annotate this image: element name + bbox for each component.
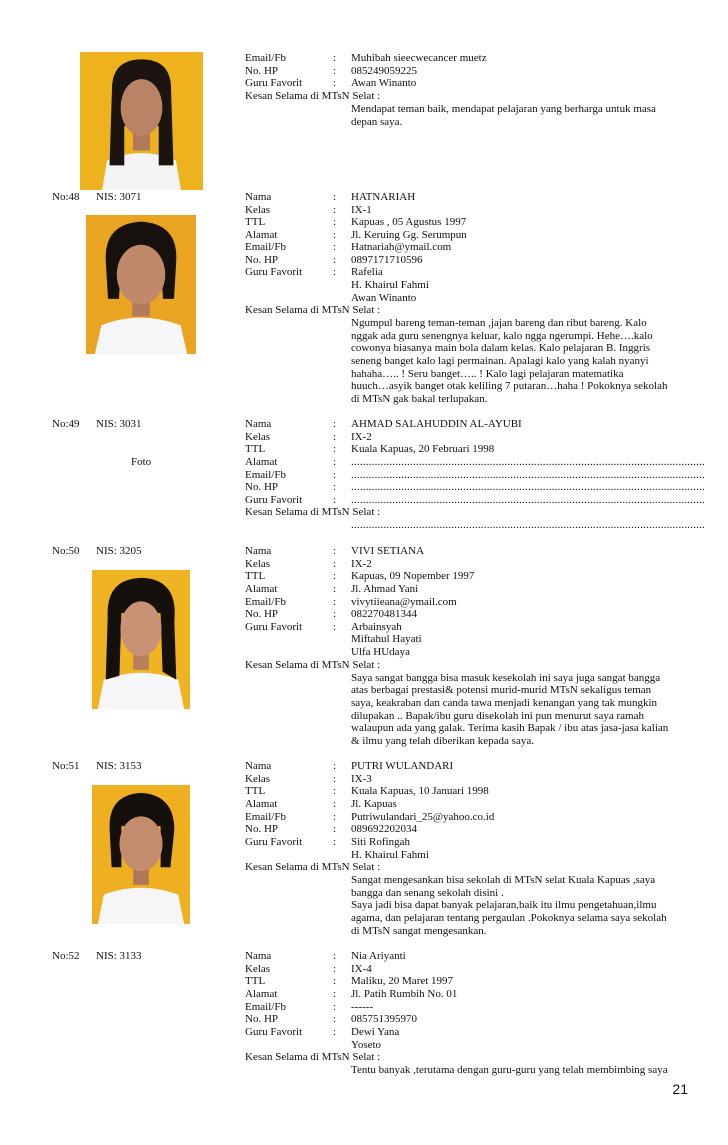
value-hp: 0897171710596 [351,254,423,266]
label-ttl: TTL [245,570,266,582]
value-ttl: Kuala Kapuas, 20 Februari 1998 [351,443,495,455]
label-kesan: Kesan Selama di MTsN Selat : [245,90,381,102]
colon: : [333,545,337,557]
value-guru: Awan Winanto [351,77,417,89]
colon: : [333,836,337,848]
label-guru: Guru Favorit [245,77,303,89]
student-nis: NIS: 3153 [96,760,142,772]
blank-line: ........................................................................................................................ [351,456,705,468]
label-hp: No. HP [245,608,279,620]
colon: : [333,494,337,506]
kesan-line: di MTsN sangat mengesankan. [351,925,487,937]
value-alamat: Jl. Keruing Gg. Serumpun [351,229,467,241]
kesan-line: & ilmu yang telah diberikan kepada saya. [351,735,534,747]
label-kelas: Kelas [245,558,271,570]
value-kelas: IX-2 [351,558,372,570]
student-photo [92,570,190,709]
value-guru: H. Khairul Fahmi [351,849,429,861]
label-hp: No. HP [245,65,279,77]
value-guru: Arbainsyah [351,621,402,633]
value-nama: AHMAD SALAHUDDIN AL-AYUBI [351,418,522,430]
kesan-line: seneng banget kalo lagi permainan. Apalagi kalo yang kalah nyanyi [351,355,649,367]
colon: : [333,443,337,455]
kesan-line: saya, keakraban dan canda tawa menjadi kenangan yang tak mungkin [351,697,658,709]
student-photo [80,52,203,190]
value-kelas: IX-2 [351,431,372,443]
value-email: ------ [351,1001,373,1013]
blank-line: ........................................................................................................................ [351,481,705,493]
label-hp: No. HP [245,481,279,493]
kesan-line: Mendapat teman baik, mendapat pelajaran yang berharga untuk masa [351,103,656,115]
kesan-line: hahaha….. ! Seru banget….. ! Kalo lagi pelajaran matematika [351,368,624,380]
colon: : [333,988,337,1000]
label-email: Email/Fb [245,52,286,64]
value-ttl: Kapuas, 09 Nopember 1997 [351,570,475,582]
colon: : [333,418,337,430]
student-number: No:49 [52,418,80,430]
portrait-image [80,52,203,190]
value-email: vivytiieana@ymail.com [351,596,457,608]
colon: : [333,950,337,962]
label-kelas: Kelas [245,204,271,216]
label-guru: Guru Favorit [245,621,303,633]
label-kelas: Kelas [245,963,271,975]
value-hp: 082270481344 [351,608,417,620]
kesan-line: Tentu banyak ,terutama dengan guru-guru yang telah membimbing saya [351,1064,668,1076]
colon: : [333,621,337,633]
kesan-line: bangga dan senang sekolah disini . [351,887,504,899]
student-nis: NIS: 3133 [96,950,142,962]
label-alamat: Alamat [245,988,278,1000]
value-email: Muhibah sieecwecancer muetz [351,52,487,64]
label-guru: Guru Favorit [245,494,303,506]
label-kelas: Kelas [245,431,271,443]
colon: : [333,191,337,203]
label-nama: Nama [245,418,272,430]
label-nama: Nama [245,950,272,962]
colon: : [333,481,337,493]
colon: : [333,77,337,89]
value-guru: Yoseto [351,1039,382,1051]
colon: : [333,1026,337,1038]
label-kelas: Kelas [245,773,271,785]
portrait-image [92,570,190,709]
colon: : [333,469,337,481]
colon: : [333,266,337,278]
label-alamat: Alamat [245,583,278,595]
colon: : [333,596,337,608]
label-email: Email/Fb [245,1001,286,1013]
value-kelas: IX-1 [351,204,372,216]
kesan-line: Saya sangat bangga bisa masuk kesekolah ini saya juga sangat bangga [351,672,661,684]
colon: : [333,52,337,64]
kesan-line: huuch…asyik banget otak keliling 7 putaran…haha ! Pokoknya sekolah [351,380,668,392]
portrait-image [86,215,196,354]
colon: : [333,583,337,595]
label-email: Email/Fb [245,469,286,481]
kesan-line: Sangat mengesankan bisa sekolah di MTsN selat Kuala Kapuas ,saya [351,874,656,886]
label-email: Email/Fb [245,811,286,823]
label-hp: No. HP [245,823,279,835]
label-ttl: TTL [245,216,266,228]
kesan-line: atas berbagai prestasi& potensi murid-murid MTsN sekaligus teman [351,684,652,696]
page-number: 21 [672,1081,688,1097]
value-guru: Ulfa HUdaya [351,646,410,658]
kesan-line: dilupakan .. Bapak/ibu guru disekolah ini pun menurut saya ramah [351,710,644,722]
colon: : [333,1001,337,1013]
label-kesan: Kesan Selama di MTsN Selat : [245,659,381,671]
label-nama: Nama [245,191,272,203]
value-nama: Nia Ariyanti [351,950,406,962]
student-photo [92,785,190,924]
label-nama: Nama [245,760,272,772]
value-nama: HATNARIAH [351,191,416,203]
value-ttl: Maliku, 20 Maret 1997 [351,975,454,987]
label-kesan: Kesan Selama di MTsN Selat : [245,861,381,873]
value-hp: 085751395970 [351,1013,417,1025]
colon: : [333,773,337,785]
blank-line: ........................................................................................................................ [351,469,705,481]
value-email: Putriwulandari_25@yahoo.co.id [351,811,495,823]
value-email: Hatnariah@ymail.com [351,241,452,253]
colon: : [333,811,337,823]
label-hp: No. HP [245,254,279,266]
student-number: No:48 [52,191,80,203]
value-nama: PUTRI WULANDARI [351,760,454,772]
value-ttl: Kuala Kapuas, 10 Januari 1998 [351,785,489,797]
kesan-line: di MTsN gak bakal terlupakan. [351,393,488,405]
student-number: No:51 [52,760,80,772]
colon: : [333,431,337,443]
student-nis: NIS: 3071 [96,191,142,203]
colon: : [333,963,337,975]
label-alamat: Alamat [245,456,278,468]
label-hp: No. HP [245,1013,279,1025]
kesan-line: cowonya biasanya main bola dalam kelas. Kalo pelajaran B. Inggris [351,342,651,354]
colon: : [333,785,337,797]
blank-line: ........................................................................................................................ [351,519,705,531]
colon: : [333,558,337,570]
value-nama: VIVI SETIANA [351,545,425,557]
student-nis: NIS: 3031 [96,418,142,430]
label-email: Email/Fb [245,241,286,253]
colon: : [333,975,337,987]
value-alamat: Jl. Ahmad Yani [351,583,419,595]
label-guru: Guru Favorit [245,1026,303,1038]
kesan-line: agama, dan pelajaran tentang pergaulan .Pokoknya selama saya sekolah [351,912,667,924]
colon: : [333,65,337,77]
value-guru: Awan Winanto [351,292,417,304]
colon: : [333,254,337,266]
value-guru: Siti Rofingah [351,836,410,848]
value-alamat: Jl. Patih Rumbih No. 01 [351,988,458,1000]
label-alamat: Alamat [245,229,278,241]
value-guru: H. Khairul Fahmi [351,279,429,291]
label-ttl: TTL [245,975,266,987]
value-kelas: IX-4 [351,963,372,975]
label-alamat: Alamat [245,798,278,810]
colon: : [333,570,337,582]
colon: : [333,608,337,620]
student-nis: NIS: 3205 [96,545,142,557]
label-email: Email/Fb [245,596,286,608]
colon: : [333,204,337,216]
student-photo [86,215,196,354]
kesan-line: walaupun ada yang galak. Terima kasih Bapak / ibu atas jasa-jasa kalian [351,722,669,734]
kesan-line: depan saya. [351,116,403,128]
colon: : [333,456,337,468]
value-guru: Dewi Yana [351,1026,400,1038]
value-alamat: Jl. Kapuas [351,798,397,810]
student-number: No:52 [52,950,80,962]
value-guru: Rafelia [351,266,383,278]
colon: : [333,823,337,835]
label-kesan: Kesan Selama di MTsN Selat : [245,1051,381,1063]
kesan-line: Ngumpul bareng teman-teman ,jajan bareng dan ribut bareng. Kalo [351,317,647,329]
blank-line: ........................................................................................................................ [351,494,705,506]
label-nama: Nama [245,545,272,557]
label-guru: Guru Favorit [245,836,303,848]
colon: : [333,760,337,772]
value-guru: Miftahul Hayati [351,633,422,645]
kesan-line: nggak ada guru senengnya keluar, kalo ngga ngerumpi. Hehe….kalo [351,330,653,342]
kesan-line: Saya jadi bisa dapat banyak pelajaran,baik itu ilmu pengetahuan,ilmu [351,899,657,911]
colon: : [333,229,337,241]
value-hp: 089692202034 [351,823,417,835]
label-ttl: TTL [245,443,266,455]
label-ttl: TTL [245,785,266,797]
label-kesan: Kesan Selama di MTsN Selat : [245,304,381,316]
portrait-image [92,785,190,924]
photo-placeholder: Foto [131,456,152,468]
student-number: No:50 [52,545,80,557]
label-kesan: Kesan Selama di MTsN Selat : [245,506,381,518]
label-guru: Guru Favorit [245,266,303,278]
value-kelas: IX-3 [351,773,372,785]
colon: : [333,1013,337,1025]
colon: : [333,216,337,228]
value-ttl: Kapuas , 05 Agustus 1997 [351,216,467,228]
colon: : [333,798,337,810]
colon: : [333,241,337,253]
value-hp: 085249059225 [351,65,417,77]
